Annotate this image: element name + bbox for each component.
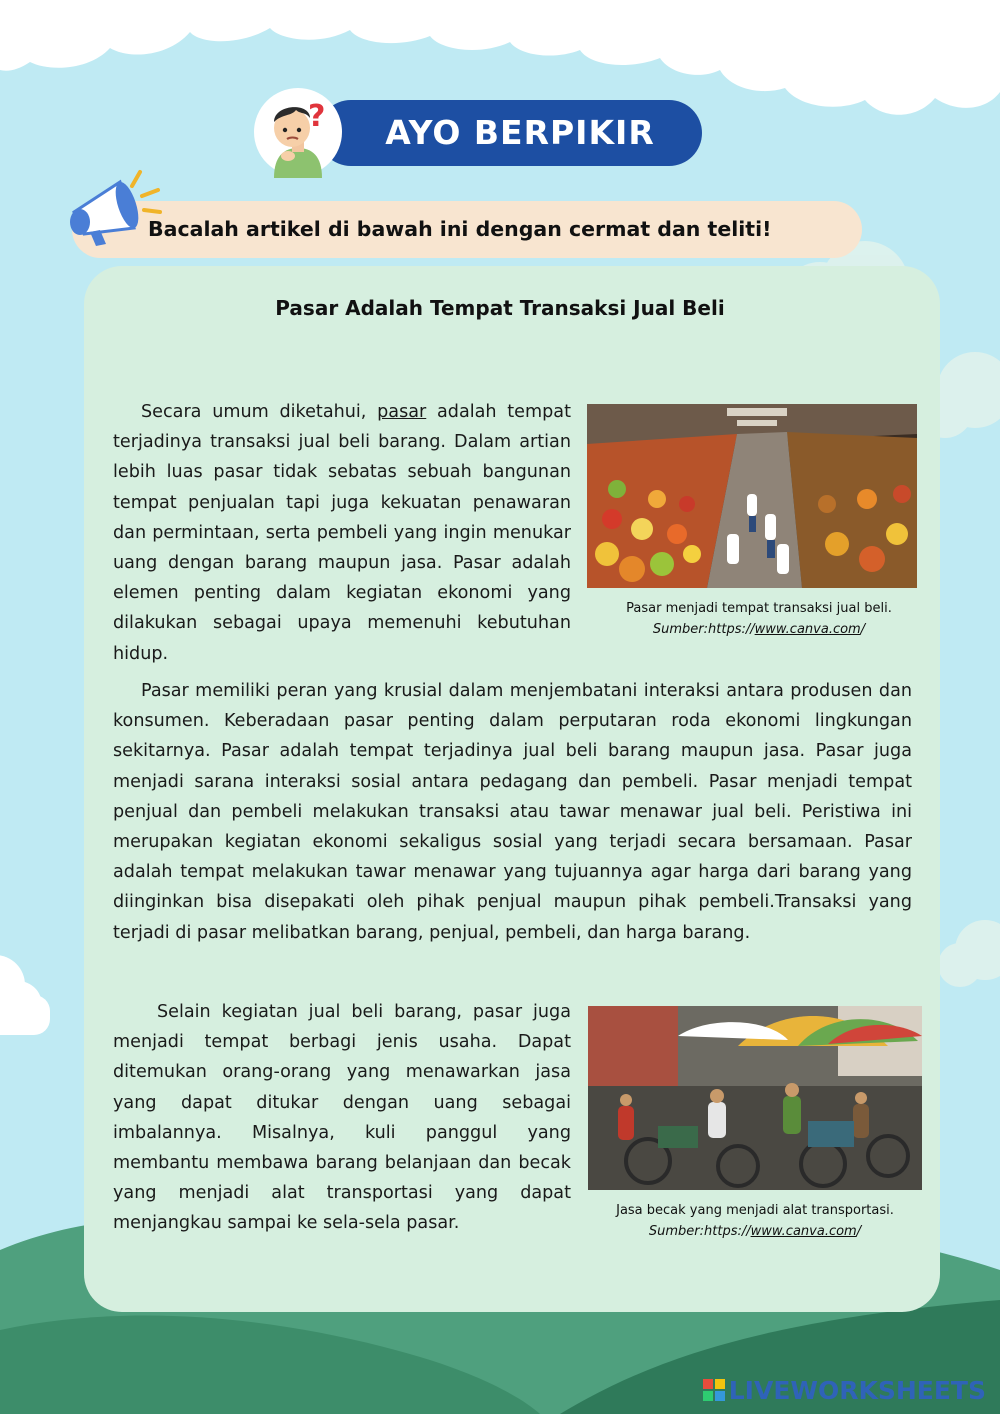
- figure-1-caption-text: Pasar menjadi tempat transaksi jual beli.: [626, 601, 892, 616]
- thinking-boy-icon: [252, 86, 344, 178]
- p1-keyword-pasar: pasar: [377, 402, 427, 422]
- p1-text-after: adalah tempat terjadinya transaksi jual beli barang. Dalam artian lebih luas pasar tidak sebatas sebuah bangunan tempat penjualan tapi juga kekuatan penawaran dan permintaan, serta pembeli yang ingin menukar uang dengan barang maupun jasa. Pasar adalah elemen penting dalam kegiatan ekonomi yang dilakukan sebagai upaya memenuhi kebutuhan hidup.: [113, 402, 571, 664]
- instruction-text: Bacalah artikel di bawah ini dengan cermat dan teliti!: [148, 217, 772, 241]
- svg-text:?: ?: [308, 99, 326, 134]
- figure-1-source: [587, 619, 931, 640]
- market-photo: [587, 404, 917, 588]
- liveworksheets-watermark[interactable]: [703, 1376, 986, 1404]
- figure-1-source-prefix: Sumber:https://: [652, 622, 755, 637]
- paragraph-1: [113, 397, 571, 669]
- figure-2-source-suffix: /: [856, 1224, 862, 1239]
- liveworksheets-logo-icon: [703, 1379, 725, 1401]
- megaphone-icon: [60, 164, 170, 254]
- figure-1-source-link[interactable]: www.canva.com: [754, 622, 861, 637]
- left-cloud: [0, 955, 50, 1035]
- figure-2-source-prefix: Sumber:https://: [648, 1224, 751, 1239]
- figure-1-source-suffix: /: [860, 622, 866, 637]
- watermark-text: LIVEWORKSHEETS: [728, 1375, 986, 1405]
- top-clouds: [0, 0, 1000, 115]
- figure-2-source-link[interactable]: www.canva.com: [750, 1224, 857, 1239]
- figure-2-caption: [588, 1200, 922, 1242]
- p1-text-before: Secara umum diketahui,: [141, 402, 378, 422]
- paragraph-3: Selain kegiatan jual beli barang, pasar juga menjadi tempat berbagi jenis usaha. Dapat ditemukan orang-orang yang menawarkan jasa yang dapat ditukar dengan uang sebagai imbalannya. Misalnya, kuli panggul yang membantu membawa barang belanjaan dan becak yang menjadi alat transportasi yang dapat menjangkau sampai ke sela-sela pasar.: [113, 1002, 571, 1234]
- figure-2-source: [588, 1221, 922, 1242]
- header-title: AYO BERPIKIR: [385, 113, 655, 152]
- paragraph-2: Pasar memiliki peran yang krusial dalam menjembatani interaksi antara produsen dan konsumen. Keberadaan pasar penting dalam perputaran roda ekonomi lingkungan sekitarnya. Pasar adalah tempat terjadinya jual beli barang maupun jasa. Pasar juga menjadi sarana interaksi sosial antara pedagang dan pembeli. Pasar menjadi tempat penjual dan pembeli melakukan transaksi atau tawar menawar jual beli. Peristiwa ini merupakan kegiatan ekonomi sekaligus sosial yang terjadi secara bersamaan. Pasar adalah tempat melakukan tawar menawar yang tujuannya agar harga dari barang yang diinginkan bisa disepakati oleh pihak penjual maupun pihak pembeli.Transaksi yang terjadi di pasar melibatkan barang, penjual, pembeli, dan harga barang.: [113, 681, 912, 943]
- becak-photo: [588, 1006, 922, 1190]
- figure-2-caption-text: Jasa becak yang menjadi alat transportasi.: [616, 1203, 894, 1218]
- figure-1-caption: [587, 598, 931, 640]
- article-title: Pasar Adalah Tempat Transaksi Jual Beli: [275, 296, 725, 320]
